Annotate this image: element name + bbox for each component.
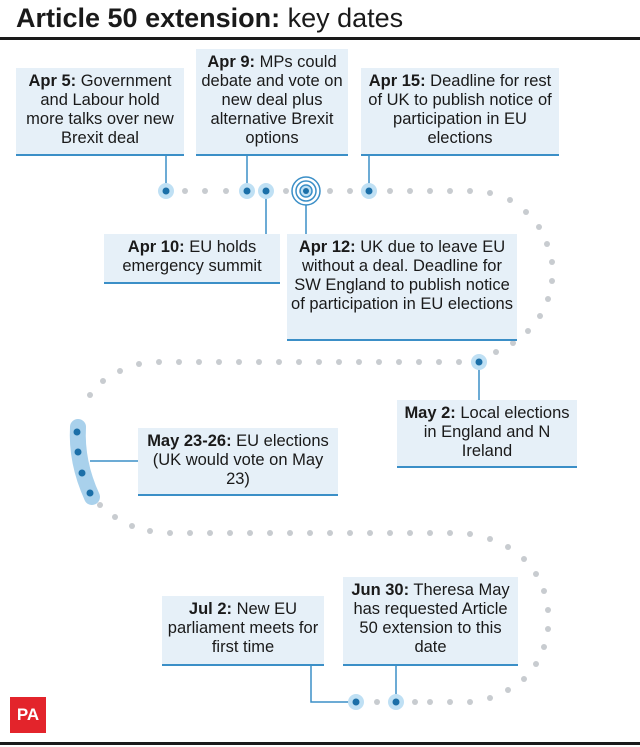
event-date: Jul 2: (188, 600, 232, 618)
event-date: Apr 12: (298, 238, 356, 256)
event-box-may23-26 (138, 428, 338, 496)
event-text: MPs could debate and vote on new deal plus alternative Brexit options (201, 53, 343, 147)
marker-jun30 (388, 694, 404, 710)
event-box-may2 (397, 400, 577, 468)
event-text: Deadline for rest of UK to publish notice of participation in EU elections (368, 72, 552, 147)
eu-elections-arc (78, 427, 92, 497)
bottom-rule (0, 742, 640, 745)
marker-apr10 (258, 183, 274, 199)
marker-apr9 (239, 183, 255, 199)
event-date: Apr 9: (207, 53, 256, 71)
event-date: May 23-26: (147, 432, 232, 450)
pa-logo: PA (10, 697, 46, 733)
marker-may2 (471, 354, 487, 370)
event-date: Apr 10: (127, 238, 185, 256)
marker-apr15 (361, 183, 377, 199)
event-box-apr12 (287, 234, 517, 341)
title-light: key dates (280, 3, 404, 33)
event-text: UK due to leave EU without a deal. Deadline for SW England to publish notice of participation in EU elections (291, 238, 513, 313)
event-date: Jun 30: (351, 581, 410, 599)
event-box-apr10 (104, 234, 280, 284)
event-text: EU holds emergency summit (122, 238, 262, 275)
title-bold: Article 50 extension: (16, 3, 281, 33)
event-text: Government and Labour hold more talks over new Brexit deal (26, 72, 174, 147)
event-box-apr15 (361, 68, 559, 156)
event-box-apr9 (196, 49, 348, 156)
event-text: EU elections (UK would vote on May 23) (152, 432, 329, 488)
event-date: Apr 5: (28, 72, 77, 90)
event-date: Apr 15: (368, 72, 426, 90)
marker-apr12 (292, 177, 320, 205)
event-text: Local elections in England and N Ireland (423, 404, 570, 460)
event-box-apr5 (16, 68, 184, 156)
marker-jul2 (348, 694, 364, 710)
event-box-jul2 (162, 596, 324, 666)
event-date: May 2: (404, 404, 456, 422)
event-box-jun30 (343, 577, 518, 666)
event-text: Theresa May has requested Article 50 extension to this date (353, 581, 510, 656)
marker-apr5 (158, 183, 174, 199)
event-text: New EU parliament meets for first time (167, 600, 319, 656)
